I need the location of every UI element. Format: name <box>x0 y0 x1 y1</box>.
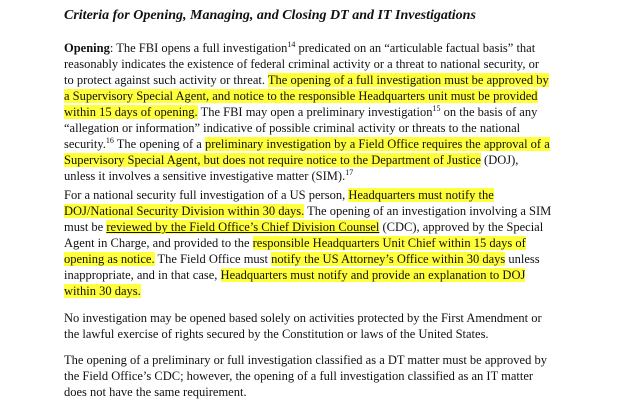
paragraph-national-security <box>64 187 624 299</box>
paragraph-first-amendment <box>64 310 624 342</box>
text-line <box>64 152 624 168</box>
highlighted-text: Supervisory Special Agent, but does not require notice to the Department of Justice <box>64 153 481 167</box>
footnote-ref: 15 <box>432 103 441 113</box>
text-run: unless <box>505 252 540 266</box>
text-run: security. <box>64 137 106 151</box>
text-run: to protect against such activity or threat. <box>64 73 265 87</box>
text-line <box>64 203 624 219</box>
text-run: predicated on an “articulable factual basis” that <box>295 41 536 55</box>
text-line <box>64 267 624 283</box>
text-run: The FBI may open a preliminary investigation <box>197 105 433 119</box>
text-run: (CDC), approved by the Special <box>379 220 544 234</box>
text-run: : The FBI opens a full investigation <box>109 41 288 55</box>
footnote-ref: 16 <box>105 135 114 145</box>
text-run: The opening of a <box>113 137 205 151</box>
highlighted-text: preliminary investigation by a Field Office requires the approval of a <box>204 137 550 151</box>
text-line: “allegation or information” indicative of possible criminal activity or threats to the national <box>64 121 521 135</box>
text-run: Agent in Charge, and provided to the <box>64 236 253 250</box>
text-line <box>64 136 624 152</box>
text-run: must be <box>64 220 107 234</box>
highlighted-text: responsible Headquarters Unit Chief within 15 days of <box>252 236 526 250</box>
text-run: inappropriate, and in that case, <box>64 268 221 282</box>
highlighted-underlined-text: reviewed by the Field Office’s Chief Division Counsel <box>106 220 380 234</box>
text-run: (DOJ), <box>480 153 519 167</box>
text-line: does not have the same requirement. <box>64 385 247 399</box>
text-line <box>64 283 624 299</box>
highlighted-text: a Supervisory Special Agent, and notice to the responsible Headquarters unit must be provided <box>64 89 538 103</box>
highlighted-text: within 15 days of opening. <box>64 105 198 119</box>
text-line <box>64 235 624 251</box>
highlighted-text: notify the US Attorney’s Office within 30 days <box>271 252 506 266</box>
text-line: reasonably indicates the existence of federal criminal activity or a threat to national security, or <box>64 57 540 71</box>
paragraph-opening <box>64 40 624 184</box>
text-line: the Field Office’s CDC; however, the opening of a full investigation classified as an IT matter <box>64 369 534 383</box>
text-line <box>64 251 624 267</box>
text-run: The Field Office must <box>154 252 272 266</box>
section-title: Criteria for Opening, Managing, and Closing DT and IT Investigations <box>64 8 476 23</box>
footnote-ref: 17 <box>345 167 354 177</box>
highlighted-text: Headquarters must notify and provide an explanation to DOJ <box>220 268 526 282</box>
text-line: the lawful exercise of rights secured by the Constitution or laws of the United States. <box>64 327 489 341</box>
text-line <box>64 40 624 56</box>
text-line <box>64 88 624 104</box>
text-line <box>64 219 624 235</box>
text-line <box>64 104 624 120</box>
text-line <box>64 72 624 88</box>
text-run: on the basis of any <box>440 105 538 119</box>
text-line: The opening of a preliminary or full investigation classified as a DT matter must be approved by <box>64 353 547 367</box>
highlighted-text: opening as notice. <box>64 252 155 266</box>
text-line <box>64 168 624 184</box>
highlighted-text: Headquarters must notify the <box>348 188 494 202</box>
paragraph-dt-it <box>64 352 624 400</box>
highlighted-text: DOJ/National Security Division within 30 days. <box>64 204 305 218</box>
footnote-ref: 14 <box>287 39 296 49</box>
highlighted-text: within 30 days. <box>64 284 141 298</box>
text-run: The opening of an investigation involving a SIM <box>304 204 552 218</box>
opening-label: Opening <box>64 41 110 55</box>
text-run: For a national security full investigation of a US person, <box>64 188 349 202</box>
text-line: No investigation may be opened based solely on activities protected by the First Amendment or <box>64 311 542 325</box>
text-line <box>64 187 624 203</box>
text-run: unless it involves a sensitive investigative matter (SIM). <box>64 169 346 183</box>
highlighted-text: The opening of a full investigation must be approved by <box>267 73 549 87</box>
